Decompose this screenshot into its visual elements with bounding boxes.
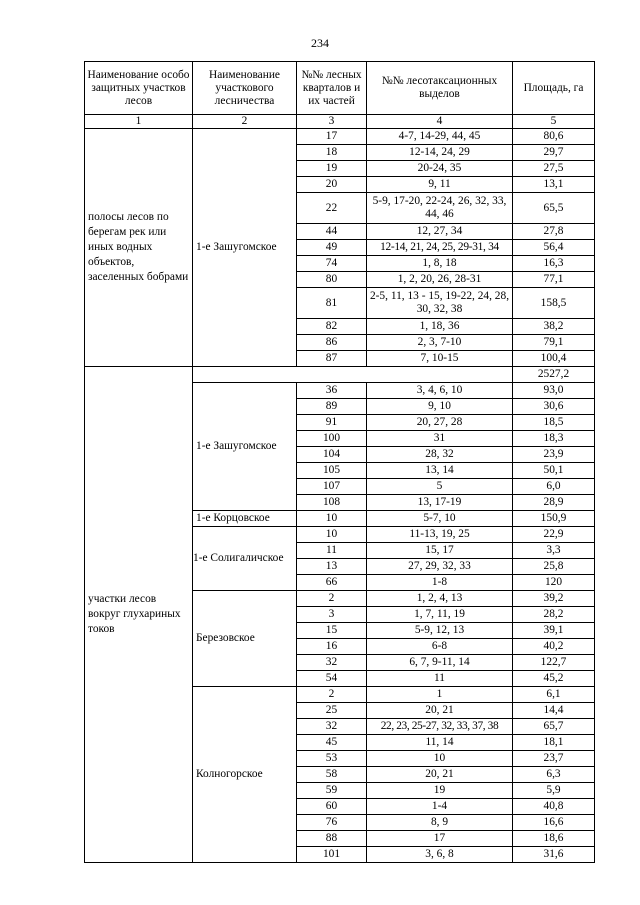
quarter-cell: 88 bbox=[297, 831, 367, 847]
allotment-cell: 20, 27, 28 bbox=[367, 415, 513, 431]
forestry-cell: 1-е Корцовское bbox=[193, 511, 297, 527]
header-cell: Наименование участкового лесничества bbox=[193, 62, 297, 115]
quarter-cell: 100 bbox=[297, 431, 367, 447]
quarter-cell: 3 bbox=[297, 607, 367, 623]
allotment-cell: 11-13, 19, 25 bbox=[367, 527, 513, 543]
page-number: 234 bbox=[311, 36, 329, 50]
quarter-cell: 108 bbox=[297, 495, 367, 511]
column-number-row bbox=[85, 115, 595, 129]
allotment-cell: 9, 11 bbox=[367, 177, 513, 193]
quarter-cell: 32 bbox=[297, 655, 367, 671]
area-cell: 25,8 bbox=[513, 559, 595, 575]
forestry-cell: 1-е Солигаличское bbox=[193, 527, 297, 591]
quarter-cell: 59 bbox=[297, 783, 367, 799]
quarter-cell: 91 bbox=[297, 415, 367, 431]
quarter-cell: 13 bbox=[297, 559, 367, 575]
area-cell: 16,3 bbox=[513, 256, 595, 272]
quarter-cell: 18 bbox=[297, 145, 367, 161]
allotment-cell: 7, 10-15 bbox=[367, 351, 513, 367]
protected-forest-table bbox=[84, 61, 595, 863]
allotment-cell: 28, 32 bbox=[367, 447, 513, 463]
allotment-cell: 5-9, 12, 13 bbox=[367, 623, 513, 639]
quarter-cell: 20 bbox=[297, 177, 367, 193]
quarter-cell: 45 bbox=[297, 735, 367, 751]
allotment-cell: 1 bbox=[367, 687, 513, 703]
header-cell: Площадь, га bbox=[513, 62, 595, 115]
area-cell: 30,6 bbox=[513, 399, 595, 415]
forestry-cell: Березовское bbox=[193, 591, 297, 687]
area-cell: 6,1 bbox=[513, 687, 595, 703]
area-cell: 18,1 bbox=[513, 735, 595, 751]
quarter-cell: 17 bbox=[297, 129, 367, 145]
allotment-cell: 4-7, 14-29, 44, 45 bbox=[367, 129, 513, 145]
area-cell: 120 bbox=[513, 575, 595, 591]
allotment-cell: 11 bbox=[367, 671, 513, 687]
area-cell: 150,9 bbox=[513, 511, 595, 527]
allotment-cell: 10 bbox=[367, 751, 513, 767]
quarter-cell: 89 bbox=[297, 399, 367, 415]
area-cell: 3,3 bbox=[513, 543, 595, 559]
subtotal-label-cell bbox=[193, 367, 513, 383]
area-cell: 65,5 bbox=[513, 193, 595, 224]
area-cell: 93,0 bbox=[513, 383, 595, 399]
quarter-cell: 15 bbox=[297, 623, 367, 639]
area-cell: 158,5 bbox=[513, 288, 595, 319]
header-cell: №№ лесных кварталов и их частей bbox=[297, 62, 367, 115]
allotment-cell: 20-24, 35 bbox=[367, 161, 513, 177]
quarter-cell: 107 bbox=[297, 479, 367, 495]
area-cell: 40,2 bbox=[513, 639, 595, 655]
area-cell: 39,2 bbox=[513, 591, 595, 607]
quarter-cell: 36 bbox=[297, 383, 367, 399]
area-cell: 23,7 bbox=[513, 751, 595, 767]
allotment-cell: 22, 23, 25-27, 32, 33, 37, 38 bbox=[367, 719, 513, 735]
area-cell: 6,0 bbox=[513, 479, 595, 495]
allotment-cell: 1, 7, 11, 19 bbox=[367, 607, 513, 623]
area-cell: 23,9 bbox=[513, 447, 595, 463]
column-number: 2 bbox=[193, 115, 297, 129]
forestry-cell: 1-е Зашугомское bbox=[193, 129, 297, 367]
area-cell: 6,3 bbox=[513, 767, 595, 783]
allotment-cell: 1, 18, 36 bbox=[367, 319, 513, 335]
area-cell: 122,7 bbox=[513, 655, 595, 671]
column-number: 3 bbox=[297, 115, 367, 129]
allotment-cell: 6-8 bbox=[367, 639, 513, 655]
allotment-cell: 8, 9 bbox=[367, 815, 513, 831]
allotment-cell: 3, 4, 6, 10 bbox=[367, 383, 513, 399]
subtotal-area-cell: 2527,2 bbox=[513, 367, 595, 383]
allotment-cell: 1, 2, 20, 26, 28-31 bbox=[367, 272, 513, 288]
table-row bbox=[85, 129, 595, 145]
area-cell: 45,2 bbox=[513, 671, 595, 687]
allotment-cell: 27, 29, 32, 33 bbox=[367, 559, 513, 575]
allotment-cell: 13, 17-19 bbox=[367, 495, 513, 511]
quarter-cell: 10 bbox=[297, 511, 367, 527]
allotment-cell: 5-9, 17-20, 22-24, 26, 32, 33, 44, 46 bbox=[367, 193, 513, 224]
category-cell: полосы лесов по берегам рек или иных водных объектов, заселенных бобрами bbox=[85, 129, 193, 367]
quarter-cell: 25 bbox=[297, 703, 367, 719]
quarter-cell: 53 bbox=[297, 751, 367, 767]
allotment-cell: 5-7, 10 bbox=[367, 511, 513, 527]
area-cell: 18,5 bbox=[513, 415, 595, 431]
allotment-cell: 1-8 bbox=[367, 575, 513, 591]
allotment-cell: 1, 8, 18 bbox=[367, 256, 513, 272]
area-cell: 39,1 bbox=[513, 623, 595, 639]
quarter-cell: 87 bbox=[297, 351, 367, 367]
quarter-cell: 32 bbox=[297, 719, 367, 735]
quarter-cell: 2 bbox=[297, 687, 367, 703]
column-number: 1 bbox=[85, 115, 193, 129]
subtotal-row bbox=[85, 367, 595, 383]
quarter-cell: 10 bbox=[297, 527, 367, 543]
column-number: 5 bbox=[513, 115, 595, 129]
area-cell: 16,6 bbox=[513, 815, 595, 831]
area-cell: 40,8 bbox=[513, 799, 595, 815]
allotment-cell: 1, 2, 4, 13 bbox=[367, 591, 513, 607]
quarter-cell: 66 bbox=[297, 575, 367, 591]
quarter-cell: 104 bbox=[297, 447, 367, 463]
allotment-cell: 20, 21 bbox=[367, 767, 513, 783]
allotment-cell: 19 bbox=[367, 783, 513, 799]
area-cell: 29,7 bbox=[513, 145, 595, 161]
quarter-cell: 105 bbox=[297, 463, 367, 479]
quarter-cell: 101 bbox=[297, 847, 367, 863]
allotment-cell: 1-4 bbox=[367, 799, 513, 815]
area-cell: 18,3 bbox=[513, 431, 595, 447]
allotment-cell: 12-14, 21, 24, 25, 29-31, 34 bbox=[367, 240, 513, 256]
allotment-cell: 15, 17 bbox=[367, 543, 513, 559]
table-header-row bbox=[85, 62, 595, 115]
allotment-cell: 12, 27, 34 bbox=[367, 224, 513, 240]
quarter-cell: 82 bbox=[297, 319, 367, 335]
area-cell: 31,6 bbox=[513, 847, 595, 863]
quarter-cell: 54 bbox=[297, 671, 367, 687]
forestry-cell: 1-е Зашугомское bbox=[193, 383, 297, 511]
quarter-cell: 86 bbox=[297, 335, 367, 351]
header-cell: Наименование особо защитных участков лесов bbox=[85, 62, 193, 115]
allotment-cell: 17 bbox=[367, 831, 513, 847]
allotment-cell: 31 bbox=[367, 431, 513, 447]
quarter-cell: 22 bbox=[297, 193, 367, 224]
allotment-cell: 2-5, 11, 13 - 15, 19-22, 24, 28, 30, 32, 38 bbox=[367, 288, 513, 319]
area-cell: 77,1 bbox=[513, 272, 595, 288]
allotment-cell: 20, 21 bbox=[367, 703, 513, 719]
allotment-cell: 6, 7, 9-11, 14 bbox=[367, 655, 513, 671]
area-cell: 13,1 bbox=[513, 177, 595, 193]
allotment-cell: 2, 3, 7-10 bbox=[367, 335, 513, 351]
allotment-cell: 3, 6, 8 bbox=[367, 847, 513, 863]
allotment-cell: 13, 14 bbox=[367, 463, 513, 479]
quarter-cell: 76 bbox=[297, 815, 367, 831]
area-cell: 27,5 bbox=[513, 161, 595, 177]
area-cell: 38,2 bbox=[513, 319, 595, 335]
quarter-cell: 60 bbox=[297, 799, 367, 815]
forestry-cell: Колногорское bbox=[193, 687, 297, 863]
category-cell: участки лесов вокруг глухариных токов bbox=[85, 367, 193, 863]
quarter-cell: 80 bbox=[297, 272, 367, 288]
quarter-cell: 58 bbox=[297, 767, 367, 783]
area-cell: 27,8 bbox=[513, 224, 595, 240]
allotment-cell: 5 bbox=[367, 479, 513, 495]
quarter-cell: 81 bbox=[297, 288, 367, 319]
quarter-cell: 2 bbox=[297, 591, 367, 607]
quarter-cell: 11 bbox=[297, 543, 367, 559]
header-cell: №№ лесотаксационных выделов bbox=[367, 62, 513, 115]
area-cell: 22,9 bbox=[513, 527, 595, 543]
area-cell: 14,4 bbox=[513, 703, 595, 719]
area-cell: 79,1 bbox=[513, 335, 595, 351]
column-number: 4 bbox=[367, 115, 513, 129]
allotment-cell: 12-14, 24, 29 bbox=[367, 145, 513, 161]
quarter-cell: 74 bbox=[297, 256, 367, 272]
quarter-cell: 19 bbox=[297, 161, 367, 177]
area-cell: 28,2 bbox=[513, 607, 595, 623]
area-cell: 100,4 bbox=[513, 351, 595, 367]
area-cell: 80,6 bbox=[513, 129, 595, 145]
allotment-cell: 11, 14 bbox=[367, 735, 513, 751]
allotment-cell: 9, 10 bbox=[367, 399, 513, 415]
quarter-cell: 49 bbox=[297, 240, 367, 256]
quarter-cell: 44 bbox=[297, 224, 367, 240]
area-cell: 5,9 bbox=[513, 783, 595, 799]
area-cell: 18,6 bbox=[513, 831, 595, 847]
area-cell: 50,1 bbox=[513, 463, 595, 479]
area-cell: 28,9 bbox=[513, 495, 595, 511]
area-cell: 65,7 bbox=[513, 719, 595, 735]
area-cell: 56,4 bbox=[513, 240, 595, 256]
quarter-cell: 16 bbox=[297, 639, 367, 655]
